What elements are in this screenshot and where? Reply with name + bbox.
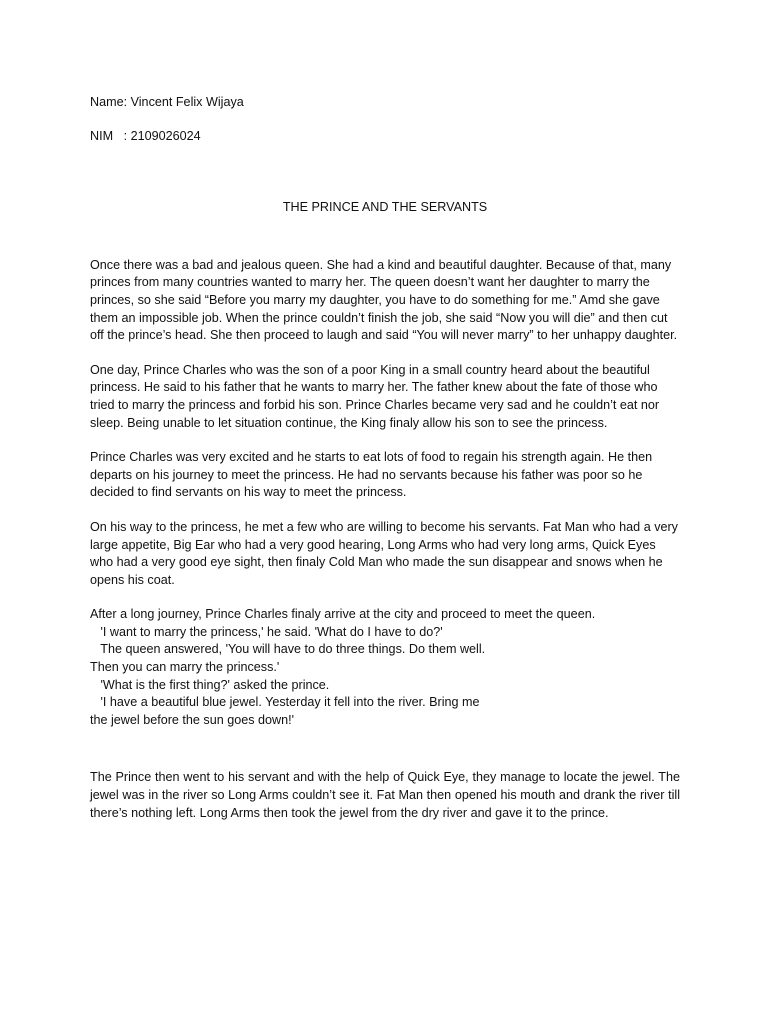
closing-paragraph: The Prince then went to his servant and with the help of Quick Eye, they manage to locate the jewel. The jewel was in the river so Long Arms couldn’t see it. Fat Man then opened his mouth and drank the river till there’s nothing left. Long Arms then took the jewel from the dry river and gave it to the prince.	[90, 770, 680, 820]
story-title: THE PRINCE AND THE SERVANTS	[282, 200, 488, 215]
paragraph-1: Once there was a bad and jealous queen. She had a kind and beautiful daughter. Because of that, many princes from many countries wanted to marry her. The queen doesn’t want her daughter to marry the princes, so she said “Before you marry my daughter, you have to do something for me.” Amd she gave them an impossible job. When the prince couldn’t finish the job, she said “Now you will die” and then cut off the prince’s head. She then proceed to laugh and said “You will never marry” to her unhappy daughter.	[90, 257, 678, 343]
dialogue-line: After a long journey, Prince Charles finaly arrive at the city and proceed to meet the queen.	[90, 607, 596, 622]
paragraph-4: On his way to the princess, he met a few who are willing to become his servants. Fat Man who had a very large appetite, Big Ear who had a very good hearing, Long Arms who had very long arms, Quick Eyes who had a very good eye sight, then finaly Cold Man who made the sun disappear and snows when he opens his coat.	[90, 519, 678, 587]
dialogue-line: 'What is the first thing?' asked the prince.	[90, 677, 330, 692]
dialogue-line: The queen answered, 'You will have to do three things. Do them well.	[90, 642, 486, 657]
paragraph-3: Prince Charles was very excited and he starts to eat lots of food to regain his strength again. He then departs on his journey to meet the princess. He had no servants because his father was poor so he decided to find servants on his way to meet the princess.	[90, 450, 653, 500]
paragraph-2: One day, Prince Charles who was the son of a poor King in a small country heard about the beautiful princess. He said to his father that he wants to marry her. The father knew about the fate of those who tried to marry the princess and forbid his son. Prince Charles became very sad and he couldn’t eat nor sleep. Being unable to let situation continue, the King finaly allow his son to see the princess.	[90, 362, 660, 430]
dialogue-line: 'I want to marry the princess,' he said. 'What do I have to do?'	[90, 624, 443, 639]
dialogue-line: the jewel before the sun goes down!'	[90, 712, 295, 727]
document-body	[90, 94, 680, 839]
dialogue-line: 'I have a beautiful blue jewel. Yesterday it fell into the river. Bring me	[90, 695, 480, 710]
dialogue-line: Then you can marry the princess.'	[90, 660, 280, 675]
student-name: Name: Vincent Felix Wijaya	[90, 95, 244, 109]
student-nim: NIM : 2109026024	[90, 128, 201, 143]
dialogue-block	[90, 606, 680, 729]
